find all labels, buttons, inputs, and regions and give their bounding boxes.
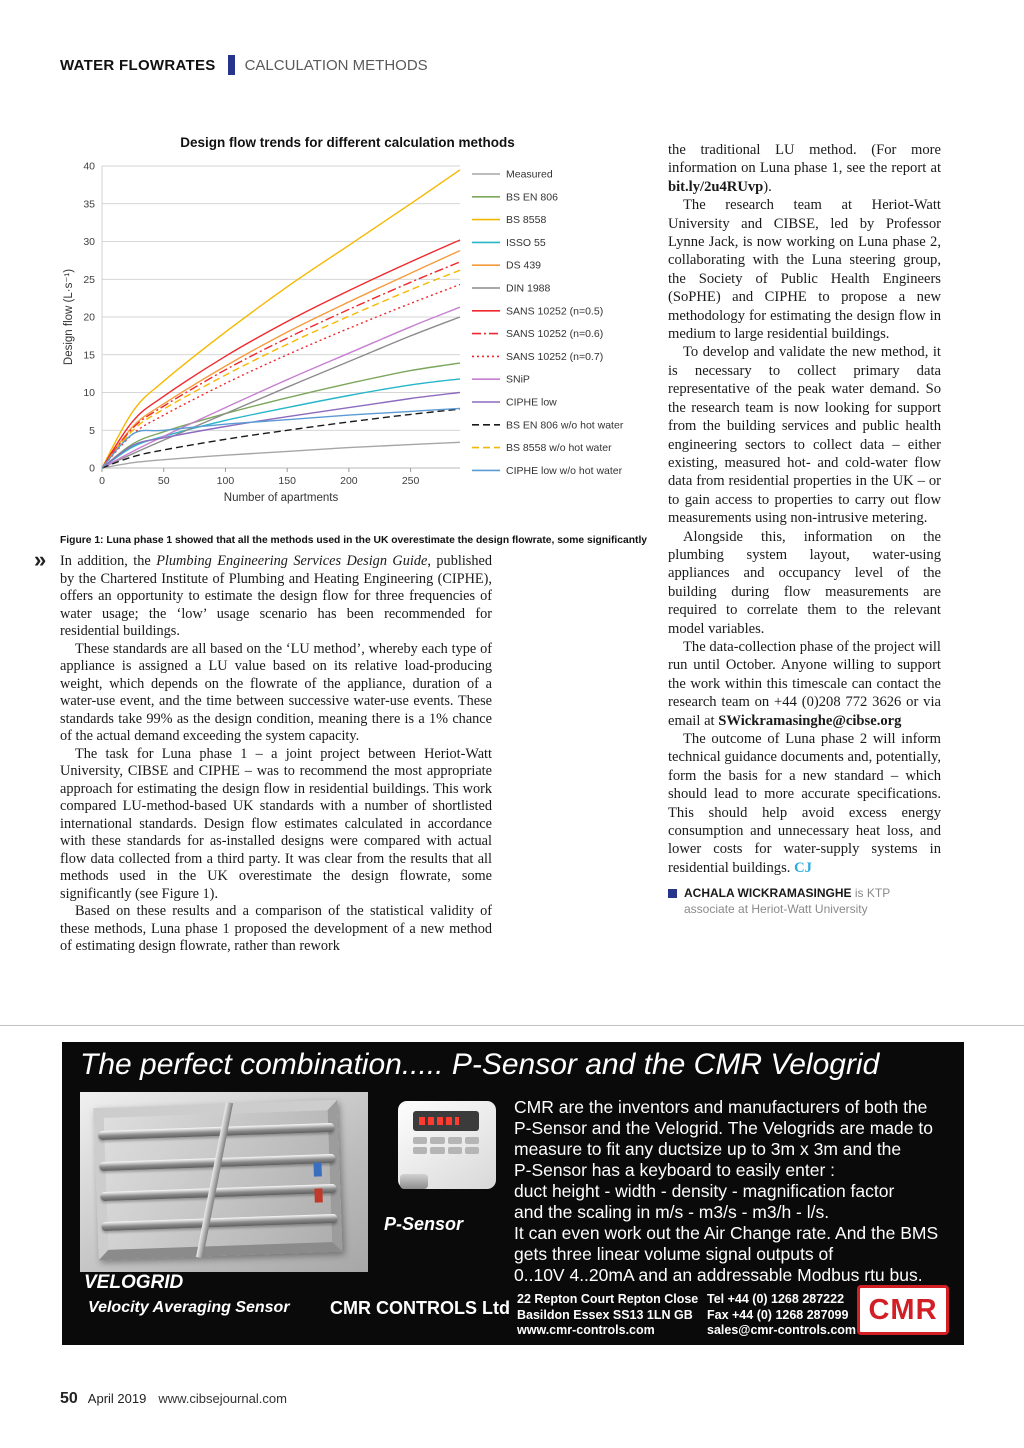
paragraph: The outcome of Luna phase 2 will inform technical guidance documents and, potentially, form the basis for a new standard – which should lead to more accurate specifications. This should help avoid excess energy consumption and unnecessary heat loss, and lower costs for water-supply systems in residential buildings. CJ [668,731,941,876]
svg-text:SANS 10252 (n=0.6): SANS 10252 (n=0.6) [506,328,604,341]
svg-text:15: 15 [83,349,95,362]
p-sensor-led-digits [419,1117,459,1125]
svg-text:50: 50 [157,475,170,487]
text-line: gets three linear volume signal outputs of [514,1244,834,1264]
ad-address [517,1292,698,1339]
velogrid-name: VELOGRID [84,1272,184,1293]
velogrid-diagonal-brace [196,1102,233,1259]
svg-text:5: 5 [89,424,95,437]
author-role: is KTP associate at Heriot-Watt University [684,886,891,916]
velogrid-subtitle: Velocity Averaging Sensor [88,1299,290,1316]
article-left-column [60,553,492,956]
p-sensor-housing [398,1101,496,1189]
svg-text:SANS 10252 (n=0.7): SANS 10252 (n=0.7) [506,350,604,363]
p-sensor-display [413,1111,479,1131]
svg-text:20: 20 [83,311,95,324]
svg-text:100: 100 [216,475,235,487]
svg-text:200: 200 [340,475,358,487]
paragraph: Based on these results and a comparison of the statistical validity of these methods, Luna phase 1 proposed the development of a new method of estimating design flowrate, rather than rework [60,903,492,954]
svg-text:BS 8558: BS 8558 [506,214,547,227]
text-line: CMR are the inventors and manufacturers of both the [514,1097,928,1117]
svg-text:150: 150 [278,475,296,487]
svg-text:BS EN 806 w/o hot water: BS EN 806 w/o hot water [506,419,624,432]
svg-text:10: 10 [83,387,95,399]
velogrid-frame [93,1100,342,1260]
author-name: ACHALA WICKRAMASINGHE [684,886,852,901]
figure-1 [60,135,648,546]
paragraph: In addition, the Plumbing Engineering Services Design Guide, published by the Chartered Institute of Plumbing and Heating Engineering (CIPHE), offers an opportunity to estimate the design flow for three frequencies of water usage; the ‘low’ usage scenario has been recommended for residential buildings. [60,553,493,639]
ad-contact [707,1292,856,1339]
text-line: Fax +44 (0) 1268 287099 [707,1307,849,1322]
svg-text:SNiP: SNiP [506,373,530,386]
section-subtitle: CALCULATION METHODS [244,56,428,74]
paragraph: To develop and validate the new method, it is necessary to collect primary data representative of the peak water demand. So the research team is now looking for support from the building services and public health engineering sectors to collect data – either existing, measured hot- and cold-water flow data from residential properties in the UK – or to gain access to properties to carry out flow measurements using non-intrusive metering. [668,344,941,527]
velogrid-rod [100,1184,336,1201]
svg-text:DIN 1988: DIN 1988 [506,282,551,295]
issue-date: April 2019 [87,1391,147,1406]
svg-text:ISSO 55: ISSO 55 [506,236,546,249]
svg-text:Design flow (L·s⁻¹): Design flow (L·s⁻¹) [63,268,75,366]
text-line: P-Sensor has a keyboard to easily enter : [514,1160,836,1180]
svg-text:0: 0 [89,462,95,475]
svg-text:CIPHE low w/o hot water: CIPHE low w/o hot water [506,464,623,477]
svg-text:BS 8558 w/o hot water: BS 8558 w/o hot water [506,442,612,455]
p-sensor-keypad [413,1137,479,1154]
p-sensor-cable-gland [400,1174,428,1189]
text-line: and the scaling in m/s - m3/s - m3/h - l/s. [514,1202,830,1222]
svg-text:BS EN 806: BS EN 806 [506,191,558,204]
svg-text:30: 30 [83,236,95,248]
paragraph: the traditional LU method. (For more information on Luna phase 1, see the report at bit.ly/2u4RUvp). [668,142,941,195]
article-right-column [668,141,941,917]
figure-caption: Figure 1: Luna phase 1 showed that all the methods used in the UK overestimate the design flowrate, some significantly [60,535,648,546]
velogrid-product-photo [80,1092,368,1272]
cmr-logo-text: CMR [868,1293,938,1326]
svg-text:CIPHE low: CIPHE low [506,396,557,409]
svg-text:DS 439: DS 439 [506,259,542,272]
text-line: 0..10V 4..20mA and an addressable Modbus rtu bus. [514,1265,923,1285]
paragraph: Alongside this, information on the plumbing system layout, water-using appliances and occupancy level of the building during flow measurements are required to correlate them to the relevant model variables. [668,528,941,637]
svg-text:40: 40 [83,160,95,173]
svg-text:0: 0 [99,475,105,487]
paragraph: The research team at Heriot-Watt University and CIBSE, led by Professor Lynne Jack, is now working on Luna phase 2, collaborating with the Luna steering group, the Society of Public Health Engineers (SoPHE) and CIPHE to propose a new methodology for estimating the design flow in medium to large residential buildings. [668,197,941,343]
p-sensor-product-photo [380,1097,518,1209]
author-byline [668,886,941,917]
text-line: 22 Repton Court Repton Close [517,1292,699,1306]
paragraph: The task for Luna phase 1 – a joint project between Heriot-Watt University, CIBSE and CIPHE – was to recommend the most appropriate approach for estimating the design flow in residential buildings. This work compared LU-method-based UK standards with a number of shortlisted international standards. Design flow estimates calculated in accordance with these standards for as-installed designs were compared with actual flow data collected from a third party. It was clear from the results that all methods used in the UK overestimate the design flowrate, some significantly (see Figure 1). [60,745,492,902]
text-line: Tel +44 (0) 1268 287222 [707,1292,845,1306]
byline-square-icon [668,889,677,898]
page-header [60,55,428,75]
chart-title: Design flow trends for different calculation methods [180,135,515,150]
svg-text:35: 35 [83,198,95,211]
text-line: measure to fit any ductsize up to 3m x 3m and the [514,1139,902,1159]
page-number: 50 [60,1390,78,1407]
svg-text:Measured: Measured [506,168,553,181]
page-footer [60,1390,287,1408]
ad-body-text [514,1097,956,1307]
velogrid-red-fitting [314,1188,322,1202]
advertisement [62,1042,964,1345]
velogrid-blue-fitting [313,1162,321,1176]
ad-company-name: CMR CONTROLS Ltd [330,1298,510,1318]
ad-headline: The perfect combination..... P-Sensor and the CMR Velogrid [80,1048,880,1081]
article-right-paragraphs [668,141,941,877]
svg-text:25: 25 [83,273,95,286]
text-line: P-Sensor and the Velogrid. The Velogrids are made to [514,1118,933,1138]
text-line: Basildon Essex SS13 1LN GB [517,1307,693,1322]
text-line: It can even work out the Air Change rate. And the BMS [514,1223,939,1243]
velogrid-rod [98,1123,334,1140]
section-title: WATER FLOWRATES [60,56,216,74]
lead-paragraph-mark: » [34,547,47,572]
svg-text:250: 250 [401,475,420,487]
paragraph: These standards are all based on the ‘LU method’, whereby each type of appliance is assigned a LU value based on its relative load-producing weight, which depends on the flowrate of the appliance, duration of a water-use event, and the time between successive water-use events. These standards take 99% as the design condition, meaning there is a 1% chance of the actual demand exceeding the system capacity. [60,640,492,744]
chart-canvas [60,154,635,527]
header-divider-bar [228,55,235,75]
paragraph: The data-collection phase of the project will run until October. Anyone willing to support the work within this timescale can contact the research team on +44 (0)208 772 3626 or via email at SWickramasinghe@cibse.org [668,638,941,729]
journal-website: www.cibsejournal.com [158,1391,287,1406]
cmr-logo [857,1285,949,1335]
svg-text:Number of apartments: Number of apartments [223,492,339,504]
text-line: duct height - width - density - magnification factor [514,1181,895,1201]
text-line: sales@cmr-controls.com [707,1323,857,1337]
svg-text:SANS 10252 (n=0.5): SANS 10252 (n=0.5) [506,305,604,318]
p-sensor-label: P-Sensor [384,1214,464,1234]
velogrid-rod [101,1214,337,1231]
text-line: www.cmr-controls.com [517,1323,655,1337]
section-divider-rule [0,1025,1024,1026]
